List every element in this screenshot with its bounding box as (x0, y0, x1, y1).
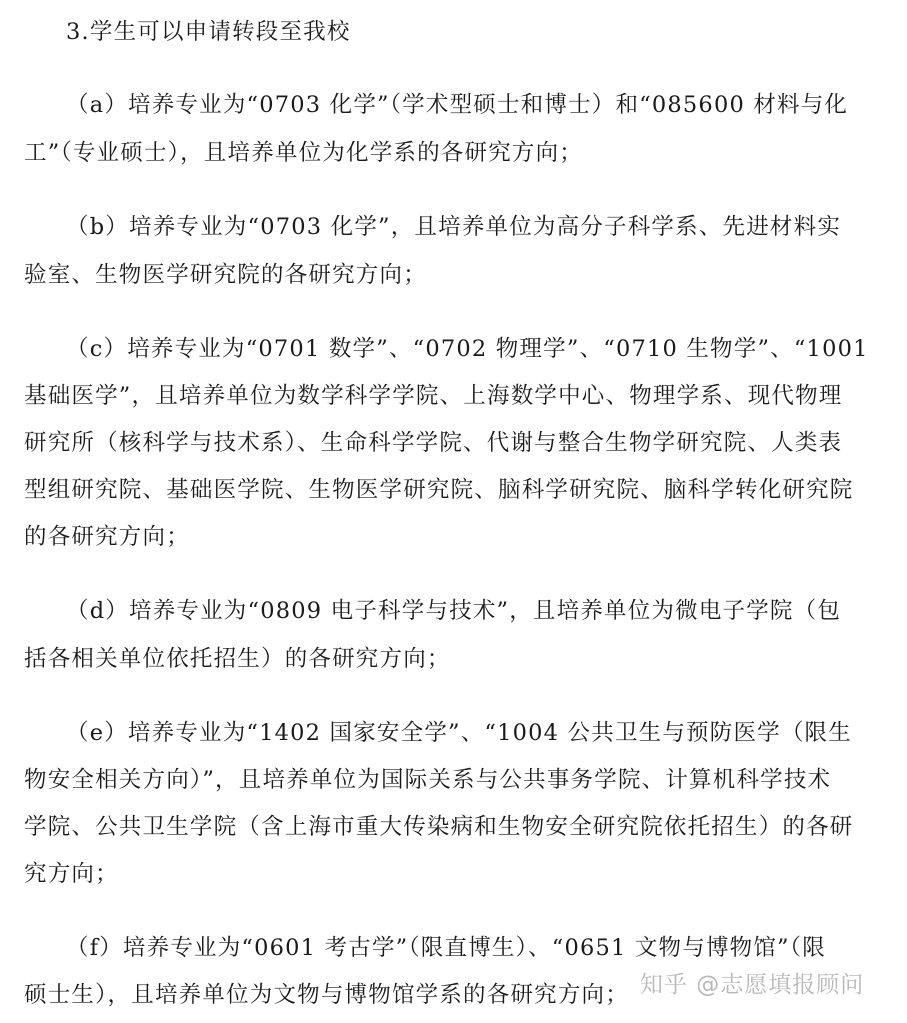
item-c-line-2: 基础医学”，且培养单位为数学科学学院、上海数学中心、物理学系、现代物理 (24, 383, 843, 409)
item-c-line-4: 型组研究院、基础医学院、生物医学研究院、脑科学研究院、脑科学转化研究院 (24, 477, 854, 503)
item-c-line-5: 的各研究方向； (24, 524, 190, 550)
item-d-line-2: 括各相关单位依托招生）的各研究方向； (24, 646, 451, 672)
zhihu-watermark: 知乎 @志愿填报顾问 (640, 972, 865, 998)
item-c-line-1: （c）培养专业为“0701 数学”、“0702 物理学”、“0710 生物学”、“1001 (66, 336, 869, 362)
item-a-line-2: 工”（专业硕士），且培养单位为化学系的各研究方向； (24, 140, 584, 166)
item-e-line-3: 学院、公共卫生学院（含上海市重大传染病和生物安全研究院依托招生）的各研 (24, 814, 854, 840)
section-heading: 3.学生可以申请转段至我校 (66, 19, 351, 45)
item-c-line-3: 研究所（核科学与技术系）、生命科学学院、代谢与整合生物学研究院、人类表 (24, 430, 843, 456)
item-e-line-4: 究方向； (24, 861, 119, 887)
item-f-line-1: （f）培养专业为“0601 考古学”（限直博生）、“0651 文物与博物馆”（限 (66, 935, 826, 961)
item-a-line-1: （a）培养专业为“0703 化学”（学术型硕士和博士）和“085600 材料与化 (66, 92, 849, 118)
item-f-line-2: 硕士生），且培养单位为文物与博物馆学系的各研究方向； (24, 982, 629, 1008)
item-e-line-1: （e）培养专业为“1402 国家安全学”、“1004 公共卫生与预防医学（限生 (66, 720, 852, 746)
item-b-line-2: 验室、生物医学研究院的各研究方向； (24, 262, 427, 288)
item-b-line-1: （b）培养专业为“0703 化学”，且培养单位为高分子科学系、先进材料实 (66, 214, 842, 240)
item-e-line-2: 物安全相关方向）”，且培养单位为国际关系与公共事务学院、计算机科学技术 (24, 767, 832, 793)
item-d-line-1: （d）培养专业为“0809 电子科学与技术”，且培养单位为微电子学院（包 (66, 598, 842, 624)
